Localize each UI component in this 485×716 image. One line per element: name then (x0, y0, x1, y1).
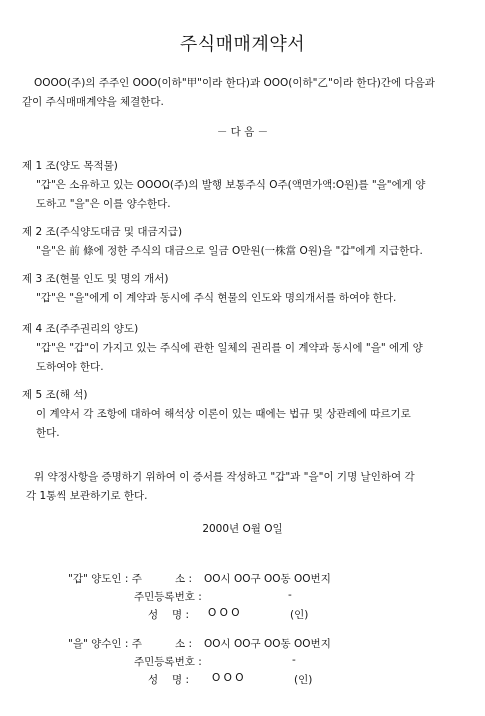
closing-line-2: 각 1통씩 보관하기로 한다. (26, 490, 148, 502)
article-body-continued: 도하여야 한다. (36, 361, 104, 373)
article-heading: 제 1 조(양도 목적물) (22, 160, 118, 172)
intro-line-1: OOOO(주)의 주주인 OOO(이하"甲"이라 한다)과 OOO(이하"乙"이라 한다)간에 다음과 (34, 77, 435, 89)
address-value: OO시 OO구 OO동 OO번지 (204, 638, 331, 650)
section-marker: － 다 음 － (216, 126, 269, 138)
article-body: "을"은 前 條에 정한 주식의 대금으로 일금 O만원(一株當 O원)을 "갑"에게 지급한다. (36, 245, 423, 257)
article-body-continued: 한다. (36, 427, 60, 439)
closing-line-1: 위 약정사항을 증명하기 위하여 이 증서를 작성하고 "갑"과 "을"이 기명 날인하여 각 (34, 471, 415, 483)
seal-mark: (인) (294, 674, 313, 686)
name-value: O O O (212, 672, 244, 684)
name-label-part-1: 성 (148, 609, 159, 621)
article-4 (22, 320, 462, 377)
name-label-part-1: 성 (148, 674, 159, 686)
article-heading: 제 4 조(주주권리의 양도) (22, 323, 139, 335)
name-label-part-2: 명 : (172, 609, 190, 621)
party-role: "갑" 양도인 : 주 (68, 573, 142, 585)
article-body: "갑"은 "갑"이 가지고 있는 주식에 관한 일체의 권리를 이 계약과 동시에 "을" 에게 양 (36, 342, 423, 354)
address-label: 소 : (175, 638, 193, 650)
article-3 (22, 270, 462, 308)
id-number-value: - (292, 654, 296, 666)
name-value: O O O (208, 607, 240, 619)
intro-line-2: 같이 주식매매계약을 체결한다. (22, 96, 164, 108)
id-number-value: - (288, 589, 292, 601)
id-number-label: 주민등록번호 : (134, 656, 202, 668)
id-number-label: 주민등록번호 : (134, 591, 202, 603)
article-heading: 제 2 조(주식양도대금 및 대금지급) (22, 226, 183, 238)
address-value: OO시 OO구 OO동 OO번지 (204, 573, 331, 585)
article-body-continued: 도하고 "을"은 이를 양수한다. (36, 198, 171, 210)
article-heading: 제 3 조(현물 인도 및 명의 개서) (22, 273, 169, 285)
party-role: "을" 양수인 : 주 (68, 638, 142, 650)
address-label: 소 : (175, 573, 193, 585)
article-body: "갑"은 "을"에게 이 계약과 동시에 주식 현물의 인도와 명의개서를 하여야 한다. (36, 292, 397, 304)
intro-paragraph (22, 74, 462, 112)
seal-mark: (인) (290, 609, 309, 621)
document-title: 주식매매계약서 (179, 34, 306, 55)
contract-date: 2000년 O월 O일 (202, 523, 283, 535)
article-5 (22, 386, 462, 443)
article-2 (22, 223, 462, 261)
article-1 (22, 157, 462, 214)
article-body: "갑"은 소유하고 있는 OOOO(주)의 발행 보통주식 O주(액면가액:O원)를 "을"에게 양 (36, 179, 426, 191)
name-label-part-2: 명 : (172, 674, 190, 686)
article-heading: 제 5 조(해 석) (22, 389, 88, 401)
article-body: 이 계약서 각 조항에 대하여 해석상 이론이 있는 때에는 법규 및 상관례에 따르기로 (36, 408, 411, 420)
closing-paragraph (22, 468, 472, 506)
